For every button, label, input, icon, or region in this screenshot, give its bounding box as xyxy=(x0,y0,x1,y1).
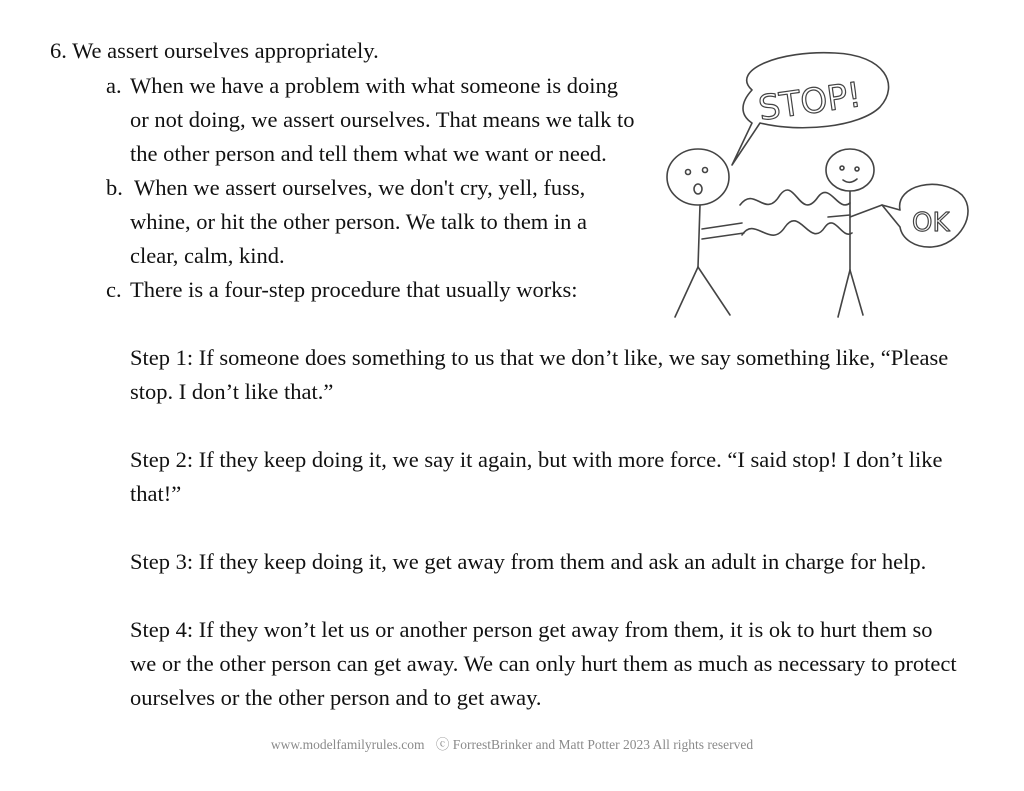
list-item-line: When we have a problem with what someone is doing xyxy=(130,73,619,98)
list-marker: a. xyxy=(106,73,122,98)
step-line: ourselves or the other person and to get away. xyxy=(130,685,542,710)
section-number: 6. xyxy=(50,38,67,63)
step-line: we or the other person can get away. We can only hurt them as much as necessary to protect xyxy=(130,651,957,676)
stick-figure-illustration xyxy=(660,45,990,325)
speech-text-ok: OK xyxy=(912,208,950,238)
list-item-line: the other person and tell them what we want or need. xyxy=(130,141,607,166)
list-item-line: There is a four-step procedure that usually works: xyxy=(130,277,578,302)
footer-website: www.modelfamilyrules.com xyxy=(270,737,425,752)
footer-copyright: ⓒ ForrestBrinker and Matt Potter 2023 All rights reserved xyxy=(435,737,754,752)
step-line: Step 2: If they keep doing it, we say it again, but with more force. “I said stop! I don’t like xyxy=(130,447,943,472)
speech-text-stop: STOP! xyxy=(756,75,864,130)
right-stick-figure xyxy=(826,149,882,317)
list-marker: b. xyxy=(106,175,123,200)
section-heading xyxy=(50,34,379,68)
list-item-line: or not doing, we assert ourselves. That means we talk to xyxy=(130,107,635,132)
step-line: that!” xyxy=(130,481,182,506)
step-line: Step 1: If someone does something to us that we don’t like, we say something like, “Please xyxy=(130,345,949,370)
list-item-line: whine, or hit the other person. We talk to them in a xyxy=(130,209,588,234)
step-line: Step 3: If they keep doing it, we get away from them and ask an adult in charge for help. xyxy=(130,549,927,574)
squiggle-line xyxy=(740,190,850,205)
list-marker: c. xyxy=(106,277,122,302)
section-title: We assert ourselves appropriately. xyxy=(72,38,379,63)
left-stick-figure xyxy=(667,149,744,317)
squiggle-line xyxy=(742,221,852,235)
step-line: Step 4: If they won’t let us or another person get away from them, it is ok to hurt them so xyxy=(130,617,933,642)
step-line: stop. I don’t like that.” xyxy=(130,379,334,404)
page-footer xyxy=(0,733,1024,753)
list-item-line: clear, calm, kind. xyxy=(130,243,285,268)
list-item-line: When we assert ourselves, we don't cry, yell, fuss, xyxy=(134,175,586,200)
